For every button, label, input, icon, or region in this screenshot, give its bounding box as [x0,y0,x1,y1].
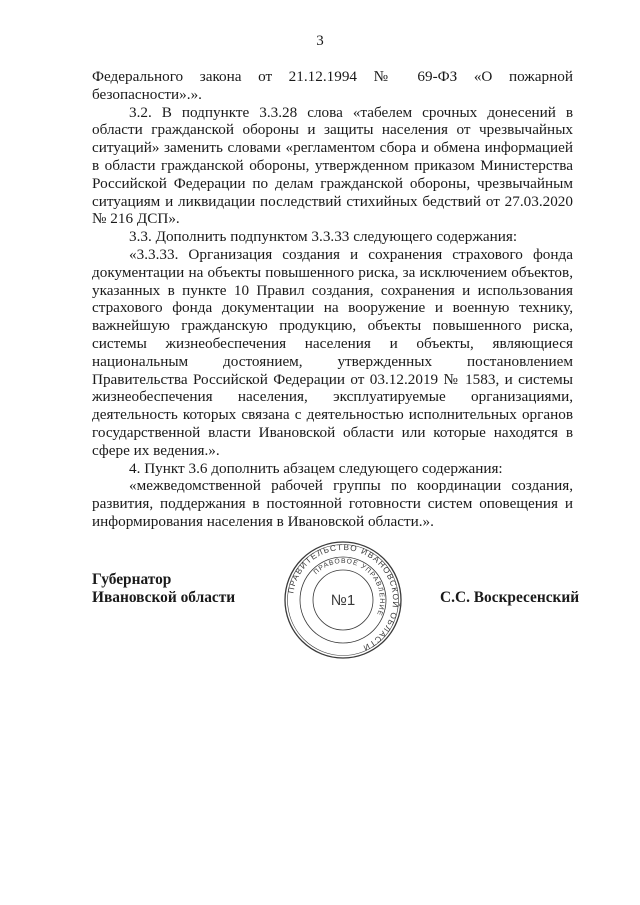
paragraph-3-3: 3.3. Дополнить подпунктом 3.3.33 следующего содержания: [129,228,518,246]
signatory-name: С.С. Воскресенский [440,589,580,606]
signatory-title [92,571,235,607]
seal-outer-text: ПРАВИТЕЛЬСТВО ИВАНОВСКОЙ ОБЛАСТИ [286,542,401,653]
paragraph-3-3-33: «3.3.33. Организация создания и сохранения страхового фонда документации на объекты повышенного риска, за исключением объектов, указанных в пункте 10 Правил создания, сохранения и использования страхового фонда документации на вооружение и военную технику, важнейшую гражданскую продукцию, объекты повышенного риска, системы жизнеобеспечения населения и объекты, являющиеся национальным достоянием, утвержденных постановлением Правительства Российской Федерации от 03.12.2019 № 1583, и системы жизнеобеспечения населения, эксплуатируемые организациями, деятельность которых связана с деятельностью исполнительных органов государственной власти Ивановской области или которые находятся в сфере их ведения.». [92,245,573,459]
signatory-title-line1: Губернатор [92,571,172,588]
paragraph-4: 4. Пункт 3.6 дополнить абзацем следующего содержания: [129,459,503,477]
paragraph-law-reference: Федерального закона от 21.12.1994 № 69-ФЗ «О пожарной безопасности».». [92,68,573,103]
signatory-title-line2: Ивановской области [92,589,236,606]
paragraph-3-2: 3.2. В подпункте 3.3.28 слова «табелем срочных донесений в области гражданской обороны и защиты населения от чрезвычайных ситуаций» заменить словами «регламентом сбора и обмена информацией в области гражданской обороны, утвержденном приказом Министерства Российской Федерации по делам гражданской обороны, чрезвычайным ситуациям и ликвидации последствий стихийных бедствий от 27.03.2020 № 216 ДСП». [92,103,573,228]
page-number: 3 [316,33,324,49]
seal-inner-text: ПРАВОВОЕ УПРАВЛЕНИЕ [312,557,386,617]
official-seal [283,540,403,660]
seal-number: №1 [330,592,356,609]
document-body [92,68,573,531]
paragraph-4-content: «межведомственной рабочей группы по координации создания, развития, поддержания в постоянной готовности систем оповещения и информирования населения в Ивановской области.». [92,477,573,530]
